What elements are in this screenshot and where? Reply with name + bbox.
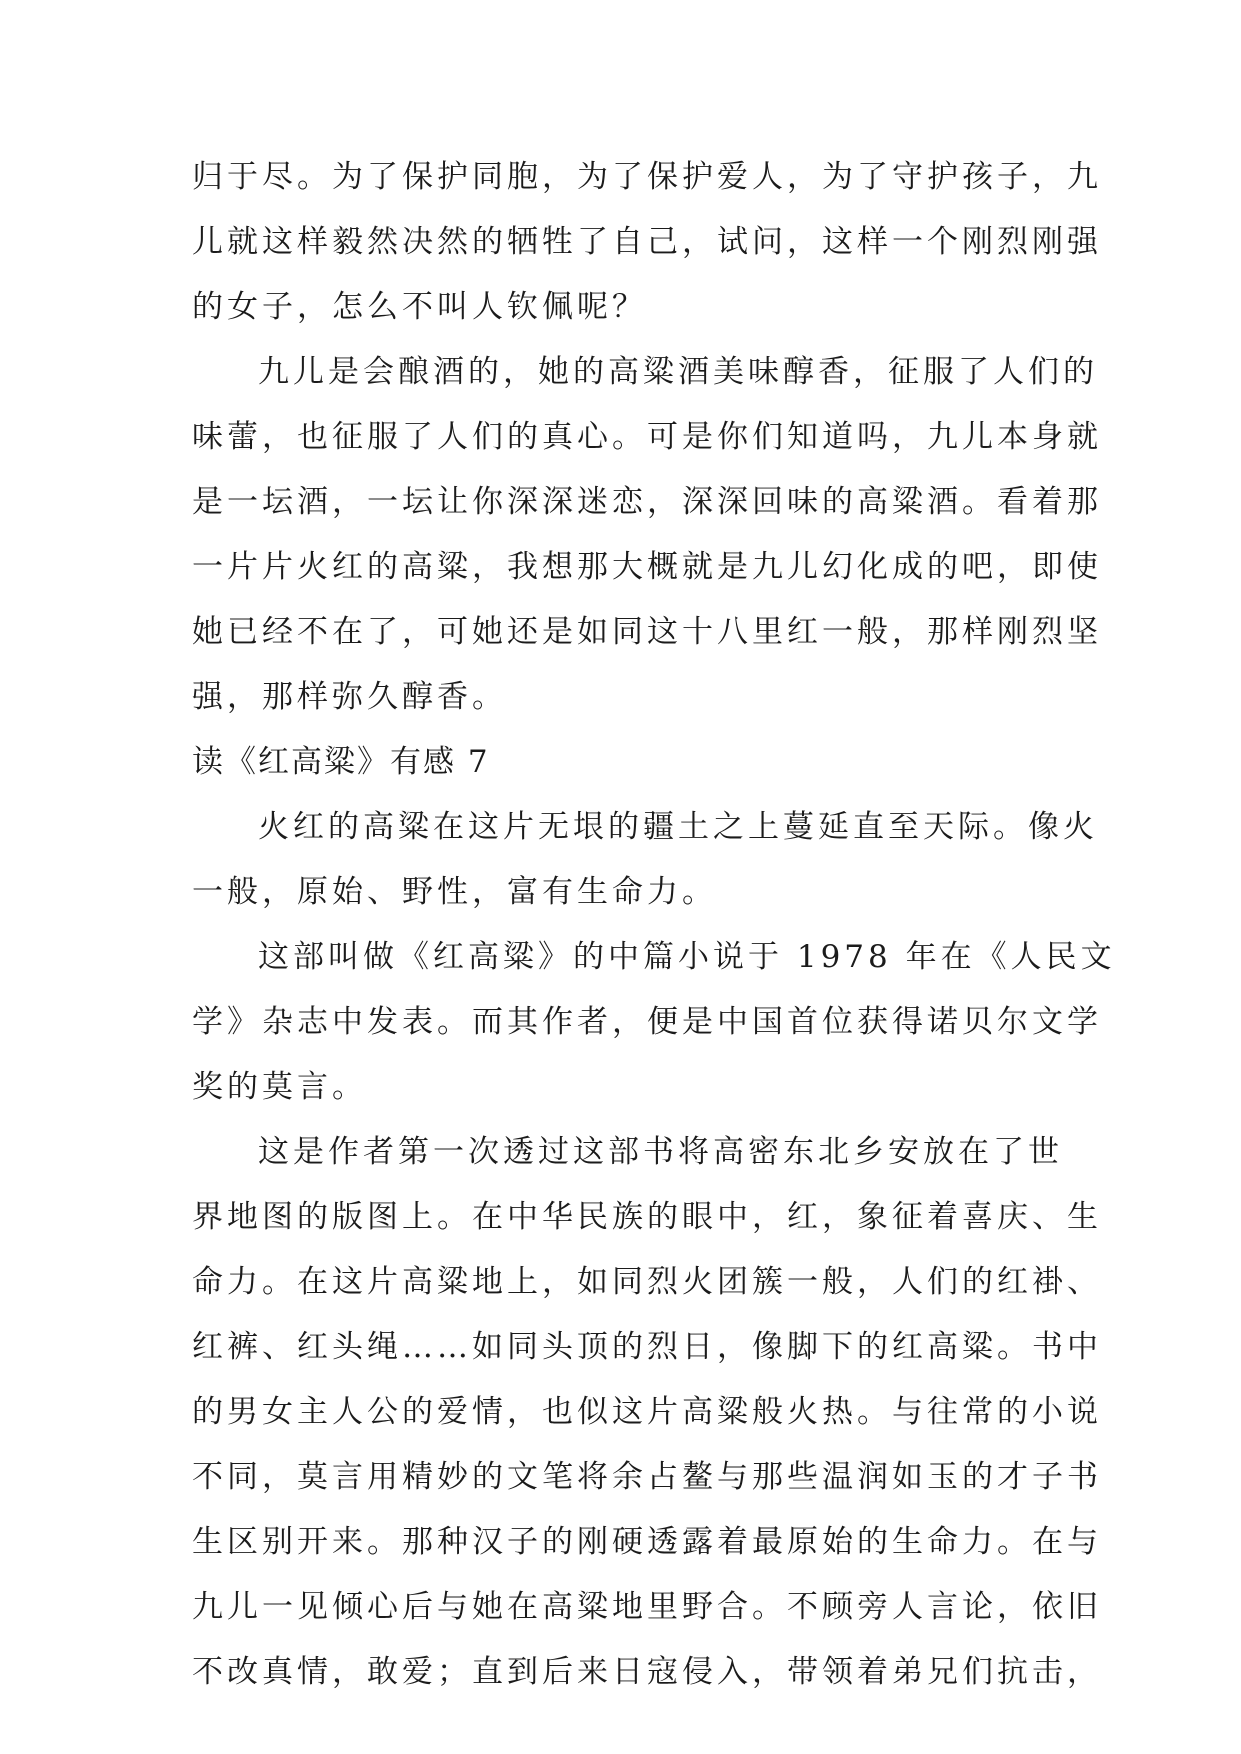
- text-line: 味蕾，也征服了人们的真心。可是你们知道吗，九儿本身就: [192, 419, 1102, 455]
- paragraph-start-line: 火红的高粱在这片无垠的疆土之上蔓延直至天际。像火: [258, 809, 1098, 845]
- text-line: 的女子，怎么不叫人钦佩呢？: [192, 289, 647, 325]
- text-line: 九儿一见倾心后与她在高粱地里野合。不顾旁人言论，依旧: [192, 1589, 1102, 1625]
- text-line: 奖的莫言。: [192, 1069, 367, 1105]
- section-heading: 读《红高粱》有感 7: [192, 744, 490, 780]
- text-line: 命力。在这片高粱地上，如同烈火团簇一般，人们的红褂、: [192, 1264, 1102, 1300]
- text-line: 生区别开来。那种汉子的刚硬透露着最原始的生命力。在与: [192, 1524, 1102, 1560]
- text-line: 学》杂志中发表。而其作者，便是中国首位获得诺贝尔文学: [192, 1004, 1102, 1040]
- text-line: 儿就这样毅然决然的牺牲了自己，试问，这样一个刚烈刚强: [192, 224, 1102, 260]
- paragraph-start-line: 这是作者第一次透过这部书将高密东北乡安放在了世: [258, 1134, 1063, 1170]
- text-line: 她已经不在了，可她还是如同这十八里红一般，那样刚烈坚: [192, 614, 1102, 650]
- text-line: 不改真情，敢爱；直到后来日寇侵入，带领着弟兄们抗击，: [192, 1654, 1102, 1690]
- paragraph-start-line: 这部叫做《红高粱》的中篇小说于 1978 年在《人民文: [258, 939, 1116, 975]
- text-line: 一般，原始、野性，富有生命力。: [192, 874, 717, 910]
- text-line: 界地图的版图上。在中华民族的眼中，红，象征着喜庆、生: [192, 1199, 1102, 1235]
- text-line: 红裤、红头绳……如同头顶的烈日，像脚下的红高粱。书中: [192, 1329, 1102, 1365]
- text-line: 归于尽。为了保护同胞，为了保护爱人，为了守护孩子，九: [192, 159, 1102, 195]
- paragraph-start-line: 九儿是会酿酒的，她的高粱酒美味醇香，征服了人们的: [258, 354, 1098, 390]
- text-line: 是一坛酒，一坛让你深深迷恋，深深回味的高粱酒。看着那: [192, 484, 1102, 520]
- text-line: 的男女主人公的爱情，也似这片高粱般火热。与往常的小说: [192, 1394, 1102, 1430]
- text-line: 一片片火红的高粱，我想那大概就是九儿幻化成的吧，即使: [192, 549, 1102, 585]
- text-line: 不同，莫言用精妙的文笔将余占鳌与那些温润如玉的才子书: [192, 1459, 1102, 1495]
- text-line: 强，那样弥久醇香。: [192, 679, 507, 715]
